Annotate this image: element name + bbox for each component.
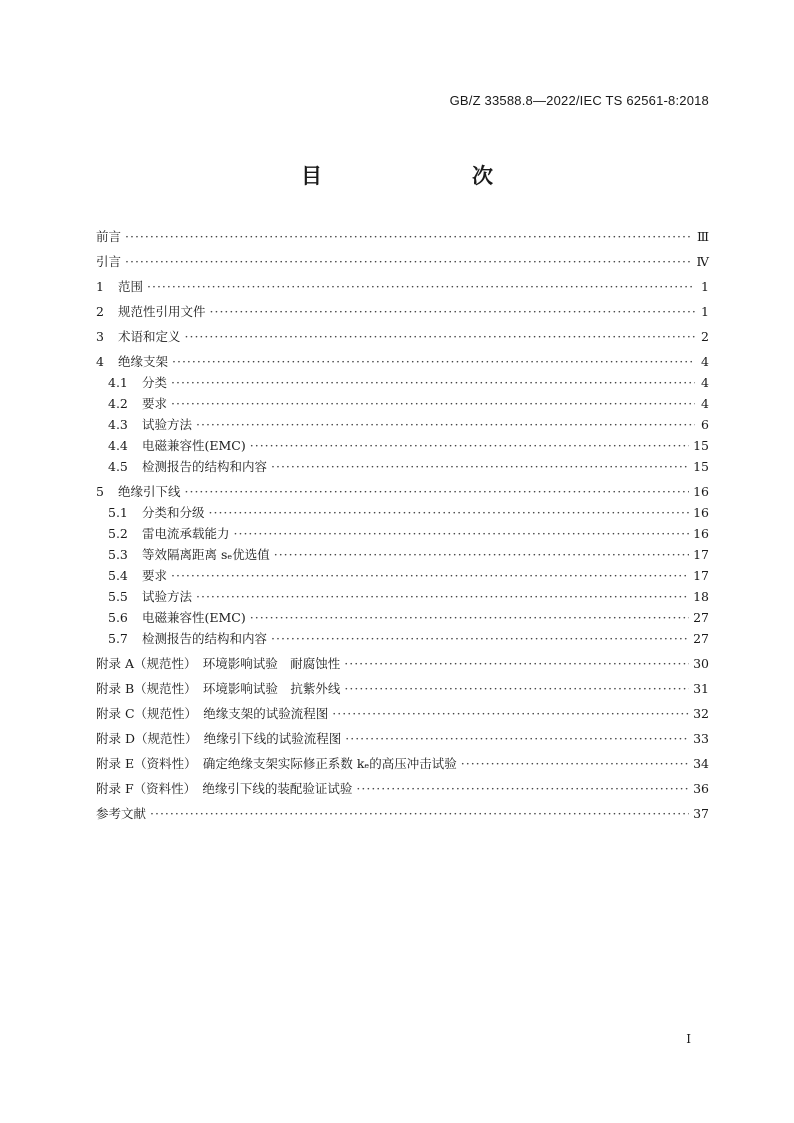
dot-leader — [185, 484, 690, 499]
toc-entry-label: 电磁兼容性(EMC) — [142, 610, 246, 625]
toc-entry[interactable] — [96, 779, 709, 800]
toc-entry-page: 17 — [693, 568, 709, 583]
toc-entry-page: 4 — [701, 375, 709, 390]
toc-entry[interactable] — [96, 327, 709, 348]
toc-entry-number: 3 — [96, 329, 104, 344]
toc-entry-label: 雷电流承载能力 — [142, 526, 230, 541]
toc-entry[interactable] — [96, 394, 709, 415]
toc-entry-page: 15 — [693, 459, 709, 474]
toc-entry[interactable] — [96, 503, 709, 524]
dot-leader — [210, 304, 695, 319]
toc-entry-number: 5.4 — [108, 568, 128, 583]
toc-entry-page: 37 — [693, 806, 709, 821]
toc-entry-label: 前言 — [96, 229, 122, 244]
toc-entry-page: 31 — [693, 681, 709, 696]
toc-entry[interactable] — [96, 352, 709, 373]
dot-leader — [150, 806, 689, 821]
toc-entry[interactable] — [96, 729, 709, 750]
toc-entry-number: 2 — [96, 304, 104, 319]
toc-entry-number: 5.2 — [108, 526, 128, 541]
table-of-contents — [96, 227, 709, 825]
page-number: I — [686, 1032, 691, 1046]
toc-entry-label: 参考文献 — [96, 806, 147, 821]
toc-entry-page: 2 — [701, 329, 709, 344]
toc-entry-label: 电磁兼容性(EMC) — [142, 438, 246, 453]
toc-entry-page: 1 — [701, 304, 709, 319]
toc-entry-number: 5.1 — [108, 505, 128, 520]
toc-entry-label: 分类 — [142, 375, 168, 390]
toc-entry-label: 绝缘引下线 — [118, 484, 181, 499]
toc-entry-page: 27 — [693, 631, 709, 646]
toc-entry[interactable] — [96, 302, 709, 323]
toc-entry-label: 检测报告的结构和内容 — [142, 459, 268, 474]
toc-entry[interactable] — [96, 373, 709, 394]
dot-leader — [356, 781, 689, 796]
toc-entry-number: 4.5 — [108, 459, 128, 474]
dot-leader — [147, 279, 695, 294]
toc-entry-page: 30 — [693, 656, 709, 671]
dot-leader — [185, 329, 695, 344]
toc-entry[interactable] — [96, 457, 709, 478]
toc-entry-label: 附录 C（规范性） 绝缘支架的试验流程图 — [96, 706, 329, 721]
toc-entry-page: 34 — [693, 756, 709, 771]
toc-entry-page: 1 — [701, 279, 709, 294]
dot-leader — [274, 547, 689, 562]
toc-entry-label: 附录 B（规范性） 环境影响试验 抗紫外线 — [96, 681, 341, 696]
toc-entry-page: 36 — [693, 781, 709, 796]
toc-entry[interactable] — [96, 804, 709, 825]
toc-entry-label: 附录 A（规范性） 环境影响试验 耐腐蚀性 — [96, 656, 341, 671]
dot-leader — [345, 731, 689, 746]
dot-leader — [332, 706, 689, 721]
toc-entry[interactable] — [96, 277, 709, 298]
toc-entry[interactable] — [96, 654, 709, 675]
dot-leader — [461, 756, 689, 771]
dot-leader — [344, 681, 689, 696]
toc-entry-page: 33 — [693, 731, 709, 746]
toc-entry-label: 附录 D（规范性） 绝缘引下线的试验流程图 — [96, 731, 342, 746]
toc-entry-label: 规范性引用文件 — [118, 304, 206, 319]
toc-entry-label: 检测报告的结构和内容 — [142, 631, 268, 646]
toc-entry[interactable] — [96, 436, 709, 457]
toc-entry-page: 6 — [701, 417, 709, 432]
toc-entry-page: 4 — [701, 354, 709, 369]
toc-entry-page: Ⅳ — [696, 254, 709, 269]
toc-entry-number: 4.3 — [108, 417, 128, 432]
toc-entry[interactable] — [96, 754, 709, 775]
toc-entry-number: 5.5 — [108, 589, 128, 604]
toc-entry-number: 4.4 — [108, 438, 128, 453]
dot-leader — [196, 417, 695, 432]
toc-entry-page: 15 — [693, 438, 709, 453]
toc-entry-page: 4 — [701, 396, 709, 411]
dot-leader — [250, 610, 689, 625]
dot-leader — [344, 656, 689, 671]
toc-entry-label: 要求 — [142, 568, 168, 583]
toc-entry[interactable] — [96, 227, 709, 248]
toc-entry-label: 附录 E（资料性） 确定绝缘支架实际修正系数 kₑ的高压冲击试验 — [96, 756, 457, 771]
toc-entry[interactable] — [96, 482, 709, 503]
toc-entry[interactable] — [96, 415, 709, 436]
toc-entry-label: 附录 F（资料性） 绝缘引下线的装配验证试验 — [96, 781, 353, 796]
dot-leader — [271, 459, 689, 474]
toc-entry-number: 4.2 — [108, 396, 128, 411]
toc-entry-label: 范围 — [118, 279, 144, 294]
document-code: GB/Z 33588.8—2022/IEC TS 62561-8:2018 — [449, 93, 709, 108]
toc-entry[interactable] — [96, 566, 709, 587]
toc-entry-page: 16 — [693, 484, 709, 499]
toc-entry[interactable] — [96, 679, 709, 700]
dot-leader — [125, 254, 692, 269]
dot-leader — [171, 375, 695, 390]
toc-entry-label: 术语和定义 — [118, 329, 181, 344]
dot-leader — [171, 396, 695, 411]
dot-leader — [125, 229, 693, 244]
toc-entry-page: 27 — [693, 610, 709, 625]
toc-entry-label: 试验方法 — [142, 589, 193, 604]
toc-entry-number: 5 — [96, 484, 104, 499]
toc-entry-page: 16 — [693, 526, 709, 541]
toc-entry-label: 等效隔离距离 sₑ优选值 — [142, 547, 270, 562]
toc-entry-label: 试验方法 — [142, 417, 193, 432]
toc-entry-page: Ⅲ — [696, 229, 709, 244]
toc-entry-page: 32 — [693, 706, 709, 721]
toc-entry-label: 绝缘支架 — [118, 354, 169, 369]
toc-entry-label: 引言 — [96, 254, 122, 269]
toc-entry-number: 4.1 — [108, 375, 128, 390]
toc-entry-label: 要求 — [142, 396, 168, 411]
toc-entry[interactable] — [96, 704, 709, 725]
toc-entry[interactable] — [96, 608, 709, 629]
toc-entry[interactable] — [96, 252, 709, 273]
toc-entry-page: 17 — [693, 547, 709, 562]
dot-leader — [209, 505, 690, 520]
dot-leader — [172, 354, 695, 369]
dot-leader — [196, 589, 689, 604]
toc-entry-number: 5.3 — [108, 547, 128, 562]
toc-entry-number: 4 — [96, 354, 104, 369]
toc-entry[interactable] — [96, 629, 709, 650]
dot-leader — [234, 526, 690, 541]
toc-entry-number: 5.7 — [108, 631, 128, 646]
dot-leader — [171, 568, 689, 583]
toc-entry-number: 1 — [96, 279, 104, 294]
toc-entry[interactable] — [96, 524, 709, 545]
toc-entry[interactable] — [96, 587, 709, 608]
toc-entry-label: 分类和分级 — [142, 505, 205, 520]
toc-entry-page: 18 — [693, 589, 709, 604]
page-title: 目 次 — [301, 164, 529, 188]
dot-leader — [250, 438, 689, 453]
toc-entry-number: 5.6 — [108, 610, 128, 625]
dot-leader — [271, 631, 689, 646]
toc-entry-page: 16 — [693, 505, 709, 520]
toc-entry[interactable] — [96, 545, 709, 566]
